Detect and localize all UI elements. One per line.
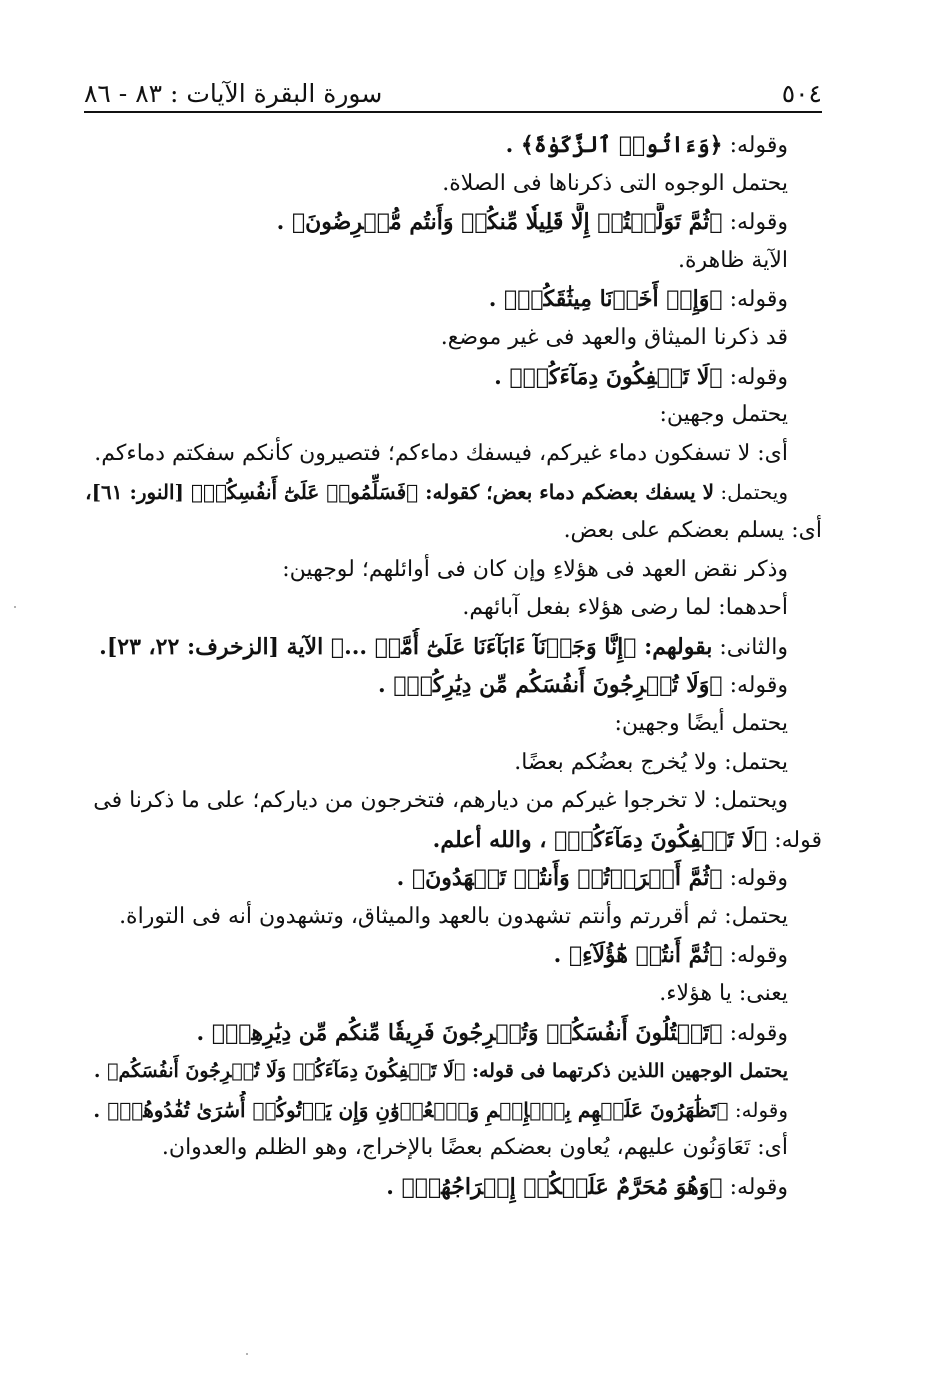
- text-line: [84, 242, 822, 281]
- line-text: ﴿تَقۡتُلُونَ أَنفُسَكُمۡ وَتُخۡرِجُونَ فَرِيقٗا مِّنكُم مِّن دِيَٰرِهِمۡ﴾ .: [196, 1019, 723, 1046]
- line-text: يا هؤلاء.: [659, 981, 732, 1007]
- text-line: [84, 898, 822, 937]
- line-label: وقوله:: [734, 1097, 788, 1122]
- scan-speckle: [246, 1353, 248, 1355]
- line-text: ﴿وَلَا تُخۡرِجُونَ أَنفُسَكُم مِّن دِيَٰرِكُمۡ﴾ .: [378, 672, 723, 699]
- line-text: وذكر نقض العهد فى هؤلاءِ وإن كان فى أوائلهم؛ لوجهين:: [282, 556, 788, 582]
- text-line: [84, 1091, 822, 1130]
- text-line: [84, 512, 822, 551]
- line-label: وقوله:: [729, 364, 788, 390]
- text-line: [84, 936, 822, 975]
- line-text: لا تخرجوا غيركم من ديارهم، فتخرجون من دياركم؛ على ما ذكرنا فى: [93, 788, 707, 814]
- line-text: تَعَاوَنُون عليهم، يُعاون بعضكم بعضًا بالإخراج، وهو الظلم والعدوان.: [161, 1135, 751, 1161]
- line-label: أحدهما:: [718, 595, 788, 621]
- text-line: [84, 589, 822, 628]
- line-text: يحتمل الوجهين اللذين ذكرتهما فى قوله: ﴿لَا تَسۡفِكُونَ دِمَآءَكُمۡ وَلَا تُخۡرِجُونَ أَنفُسَكُم﴾ .: [93, 1060, 788, 1083]
- text-line: [84, 705, 822, 744]
- text-line: [84, 666, 822, 705]
- line-text: يحتمل وجهين:: [659, 402, 788, 428]
- line-text: لما رضى هؤلاء بفعل آبائهم.: [462, 595, 712, 621]
- line-label: وقوله:: [729, 287, 788, 313]
- text-line: [84, 859, 822, 898]
- text-line: [84, 821, 822, 860]
- line-text: ﴿تَظَٰهَرُونَ عَلَيۡهِم بِٱلۡإِثۡمِ وَٱلۡعُدۡوَٰنِ وَإِن يَأۡتُوكُمۡ أُسَٰرَىٰ تُفَٰدُوهُمۡ﴾ .: [93, 1097, 729, 1122]
- line-label: قوله:: [774, 827, 822, 853]
- text-line: [84, 396, 822, 435]
- line-label: وقوله:: [729, 210, 788, 236]
- line-label: ويحتمل:: [720, 480, 788, 505]
- line-label: وقوله:: [729, 866, 788, 892]
- text-line: [84, 628, 822, 667]
- text-line: [84, 1168, 822, 1207]
- line-text: ثم أقررتم وأنتم تشهدون بالعهد والميثاق، وتشهدون أنه فى التوراة.: [119, 903, 718, 929]
- line-text: ﴿وَهُوَ مُحَرَّمٌ عَلَيۡكُمۡ إِخۡرَاجُهُمۡ﴾ .: [386, 1174, 723, 1201]
- line-label: ويحتمل:: [713, 788, 788, 814]
- line-label: أى:: [757, 1135, 788, 1161]
- line-label: وقوله:: [729, 133, 788, 158]
- line-label: يحتمل:: [724, 903, 788, 929]
- line-label: يحتمل:: [724, 749, 788, 775]
- line-text: قد ذكرنا الميثاق والعهد فى غير موضع.: [440, 324, 788, 350]
- line-label: وقوله:: [729, 1020, 788, 1046]
- text-line: [84, 1052, 822, 1091]
- running-title: سورة البقرة الآيات : ٨٣ - ٨٦: [84, 79, 383, 108]
- line-text: لا يسفك بعضكم دماء بعض؛ كقوله: ﴿فَسَلِّمُوا۟ عَلَىٰٓ أَنفُسِكُمۡ﴾ [النور: ٦١]،: [85, 480, 715, 505]
- line-label: يعنى:: [738, 981, 788, 1007]
- text-line: [84, 126, 822, 165]
- line-label: وقوله:: [729, 943, 788, 969]
- page-body: [84, 126, 822, 1326]
- line-label: وقوله:: [729, 673, 788, 699]
- line-label: والثانى:: [719, 634, 788, 660]
- line-text: بقولهم: ﴿إِنَّا وَجَدۡنَآ ءَابَآءَنَا عَلَىٰٓ أُمَّةٖ ...﴾ الآية [الزخرف: ٢٢، ٢٣].: [99, 633, 713, 660]
- line-label: أى:: [757, 440, 788, 466]
- header-rule: [84, 111, 822, 113]
- text-line: [84, 203, 822, 242]
- line-text: ﴿لَا تَسۡفِكُونَ دِمَآءَكُمۡ﴾ .: [494, 363, 723, 390]
- line-text: ولا يُخرج بعضُكم بعضًا.: [514, 749, 718, 775]
- text-line: [84, 280, 822, 319]
- text-line: [84, 473, 822, 512]
- text-line: [84, 551, 822, 590]
- text-line: [84, 319, 822, 358]
- line-label: وقوله:: [729, 1175, 788, 1201]
- line-text: يسلم بعضكم على بعض.: [563, 517, 785, 543]
- text-line: [84, 1129, 822, 1168]
- line-text: لا تسفكون دماء غيركم، فيسفك دماءكم؛ فتصيرون كأنكم سفكتم دماءكم.: [94, 440, 751, 466]
- line-text: ﴿وَإِذۡ أَخَذۡنَا مِيثَٰقَكُمۡ﴾ .: [488, 286, 723, 313]
- line-label: أى:: [791, 517, 822, 543]
- line-text: ﴿ثُمَّ تَوَلَّيۡتُمۡ إِلَّا قَلِيلٗا مِّنكُمۡ وَأَنتُم مُّعۡرِضُونَ﴾ .: [276, 209, 723, 236]
- text-line: [84, 782, 822, 821]
- line-text: يحتمل الوجوه التى ذكرناها فى الصلاة.: [442, 170, 788, 196]
- line-text: ﴿ثُمَّ أَنتُمۡ هَٰٓؤُلَآءِ﴾ .: [553, 942, 723, 969]
- line-text: ﴿ثُمَّ أَقۡرَرۡتُمۡ وَأَنتُمۡ تَشۡهَدُونَ﴾ .: [396, 865, 723, 892]
- text-line: [84, 358, 822, 397]
- text-line: [84, 744, 822, 783]
- line-text: ﴿وَءَاتُوا۟ ٱلزَّكَوٰةَ﴾ .: [505, 132, 723, 158]
- page-number: ٥٠٤: [781, 79, 822, 108]
- line-text: ﴿لَا تَسۡفِكُونَ دِمَآءَكُمۡ﴾ ، والله أعلم.: [432, 826, 768, 853]
- line-text: الآية ظاهرة.: [677, 247, 788, 273]
- text-line: [84, 1014, 822, 1053]
- text-line: [84, 435, 822, 474]
- scan-speckle: [14, 606, 16, 608]
- text-line: [84, 975, 822, 1014]
- text-line: [84, 165, 822, 204]
- page-header: [84, 62, 822, 106]
- line-text: يحتمل أيضًا وجهين:: [614, 710, 788, 736]
